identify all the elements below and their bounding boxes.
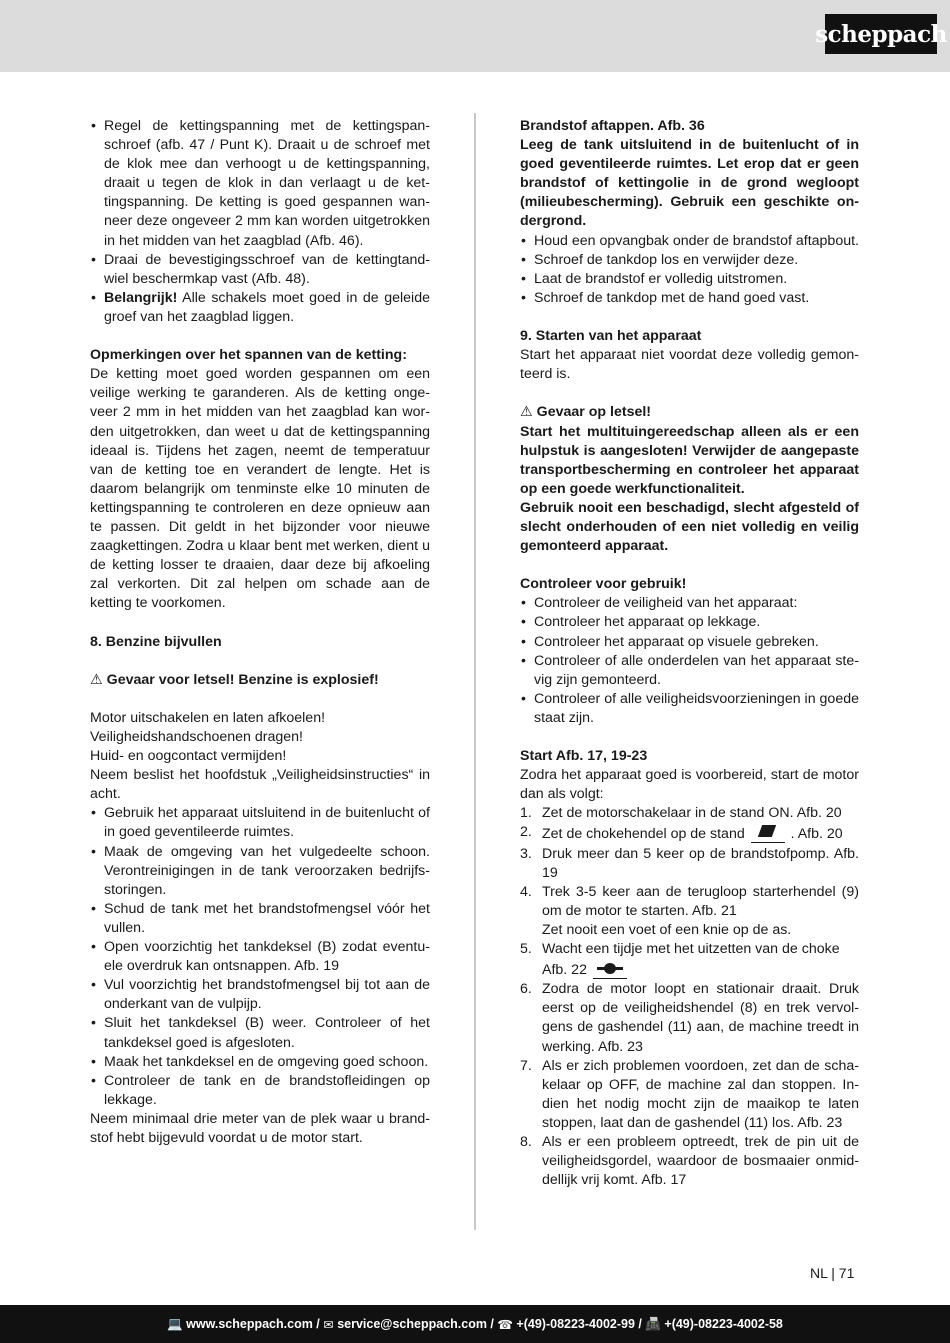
choke-open-icon — [593, 959, 627, 979]
list-item: • Schroef de tankdop los en verwijder deze. — [520, 251, 859, 270]
warning-triangle-icon: ⚠ — [520, 404, 533, 421]
email-link[interactable]: service@scheppach.com / — [333, 1317, 498, 1331]
list-item: 1. Zet de motorschakelaar in de stand ON. Afb. 20 — [520, 805, 842, 822]
section-8-heading: 8. Benzine bijvullen — [90, 633, 222, 650]
list-item: • Controleer de veiligheid van het apparaat: — [520, 594, 859, 613]
list-item: • Schud de tank met het brandstofmengsel vóór het vullen. — [90, 900, 430, 938]
danger-text: Start het multituingereedschap alleen als er een hulpstuk is aangesloten! Verwijder de aangepaste transportbescherming en controleer het apparaat op een goede werkfunctionaliteit. — [520, 423, 859, 497]
important-label: Belangrijk! — [104, 289, 178, 306]
list-item: • Gebruik het apparaat uitsluitend in de buitenlucht of in goed geventileerde ruimtes. — [90, 804, 430, 842]
list-item: • Houd een opvangbak onder de brandstof aftapbout. — [520, 232, 859, 251]
check-heading: Controleer voor gebruik! — [520, 576, 687, 593]
choke-closed-icon — [751, 823, 785, 843]
instruction-line: Neem beslist het hoofdstuk „Veiligheidsinstructies“ in acht. — [90, 767, 430, 803]
list-item: 6. Zodra de motor loopt en stationair draait. Druk eerst op de veiligheidshendel (8) en trek vervolgens de gashendel (11) aan, de machine treedt in werking. Afb. 23 — [520, 981, 859, 1055]
list-item: • Controleer het apparaat op lekkage. — [520, 613, 859, 632]
list-item: • Schroef de tankdop met de hand goed vast. — [520, 289, 859, 308]
drain-bullet-list — [520, 232, 859, 308]
page-number: NL | 71 — [810, 1265, 855, 1281]
right-column — [520, 117, 859, 1190]
list-item: 4. Trek 3-5 keer aan de terugloop starterhendel (9) om de motor te starten. Afb. 21 Zet nooit een voet of een knie op de as. — [520, 883, 859, 938]
brand-logo: scheppach — [825, 14, 937, 54]
list-item: • Open voorzichtig het tankdeksel (B) zodat eventuele overdruk kan ontsnappen. Afb. 19 — [90, 938, 430, 976]
list-item: 8. Als er een probleem optreedt, trek de pin uit de veiligheidsgordel, waardoor de bosmaaier onmiddellijk vrij komt. Afb. 17 — [520, 1133, 859, 1189]
list-item: 5. Wacht een tijdje met het uitzetten van de choke Afb. 22 — [520, 941, 840, 979]
warning-triangle-icon: ⚠ — [90, 671, 103, 688]
important-text: Alle schakels moet goed in de geleide groef van het zaagblad liggen. — [104, 289, 430, 325]
list-item: • Draai de bevestigingsschroef van de kettingtandwiel beschermkap vast (Afb. 48). — [90, 251, 430, 289]
header-bar — [0, 0, 950, 72]
drain-heading: Brandstof aftappen. Afb. 36 — [520, 118, 705, 134]
instruction-line: Veiligheidshandschoenen dragen! — [90, 729, 303, 745]
instruction-line: Motor uitschakelen en laten afkoelen! — [90, 709, 326, 726]
remarks-heading: Opmerkingen over het spannen van de ketting: — [90, 347, 407, 364]
list-item: 2. Zet de chokehendel op de stand . Afb. 20 — [520, 824, 843, 843]
start-intro: Zodra het apparaat goed is voorbereid, start de motor dan als volgt: — [520, 767, 859, 803]
computer-icon: 💻 — [167, 1316, 183, 1331]
list-item: • Controleer of alle onderdelen van het apparaat stevig zijn gemonteerd. — [520, 652, 859, 690]
check-bullet-list — [520, 594, 859, 728]
list-item: • Controleer het apparaat op visuele gebreken. — [520, 633, 859, 652]
closing-text: Neem minimaal drie meter van de plek waar u brandstof hebt bijgevuld voordat u de motor start. — [90, 1110, 430, 1146]
list-item: 7. Als er zich problemen voordoen, zet dan de schakelaar op OFF, de machine zal dan stoppen. Indien het nodig mocht zijn de maaikop te laten stoppen, laat dan de gashendel (11) los. Afb. 23 — [520, 1057, 859, 1131]
mail-icon: ✉ — [323, 1317, 334, 1332]
section-9-text: Start het apparaat niet voordat deze volledig gemonteerd is. — [520, 347, 859, 383]
phone-number: +(49)-08223-4002-99 / — [512, 1317, 646, 1331]
remarks-text: De ketting moet goed worden gespannen om een veilige werking te garanderen. Als de ketting ongeveer 2 mm in het midden van het zaagblad kan worden uitgetrokken, dan weet u dat de kettingspanning ideaal is. Tijdens het zagen, neemt de temperatuur van de ketting toe en verandert de lengte. Het is daarom belangrijk om tenminste elke 10 minuten de kettingspanning te controleren en deze opnieuw aan te passen. Dit geldt in het bijzonder voor nieuwe zaagkettingen. Zodra u klaar bent met werken, dient u de ketting losser te draaien, daar deze bij afkoeling zal verkorten. Dit zal helpen om schade aan de ketting te voorkomen. — [90, 366, 430, 612]
footer-bar — [0, 1305, 950, 1343]
list-item: • Maak de omgeving van het vulgedeelte schoon. Verontreinigingen in de tank veroorzaken bedrijfsstoringen. — [90, 843, 430, 900]
danger-text: Gebruik nooit een beschadigd, slecht afgesteld of slecht onderhouden of een niet volledig en veilig gemonteerd apparaat. — [520, 499, 859, 555]
refuel-bullet-list — [90, 804, 430, 1110]
start-heading: Start Afb. 17, 19-23 — [520, 748, 648, 765]
danger-heading: ⚠ Gevaar op letsel! — [520, 404, 652, 421]
list-item: • Controleer of alle veiligheidsvoorzieningen in goede staat zijn. — [520, 690, 859, 728]
drain-warning-text: Leeg de tank uitsluitend in de buitenlucht of in goed geventileerde ruimtes. Let erop dat er geen brandstof of kettingolie in de grond wegloopt (milieubescherming). Gebruik een geschikte ondergrond. — [520, 137, 859, 230]
column-divider — [474, 113, 476, 1230]
list-item: • Sluit het tankdeksel (B) weer. Controleer of het tankdeksel goed is afgesloten. — [90, 1014, 430, 1052]
list-item: • Laat de brandstof er volledig uitstromen. — [520, 270, 859, 289]
fax-number: +(49)-08223-4002-58 — [660, 1317, 783, 1331]
list-item: • Regel de kettingspanning met de kettingspanschroef (afb. 47 / Punt K). Draait u de schroef met de klok mee dan verhoogt u de kettingspanning, draait u tegen de klok in dan verlaagt u de kettingspanning. De ketting is goed gespannen wanneer deze ongeveer 2 mm kan worden uitgetrokken in het midden van het zaagblad (Afb. 46). — [90, 117, 430, 251]
website-link[interactable]: www.scheppach.com / — [182, 1317, 324, 1331]
instruction-line: Huid- en oogcontact vermijden! — [90, 748, 287, 765]
fax-icon: 📠 — [645, 1316, 661, 1331]
explosion-warning: ⚠ Gevaar voor letsel! Benzine is explosief! — [90, 671, 379, 688]
start-steps-list — [520, 804, 859, 1190]
list-item: • Vul voorzichtig het brandstofmengsel bij tot aan de onderkant van de vulpijp. — [90, 976, 430, 1014]
section-9-heading: 9. Starten van het apparaat — [520, 328, 702, 345]
left-column — [90, 117, 430, 1148]
list-item: • Controleer de tank en de brandstofleidingen op lekkage. — [90, 1072, 430, 1110]
tension-bullet-list — [90, 117, 430, 327]
list-item: • Maak het tankdeksel en de omgeving goed schoon. — [90, 1053, 430, 1072]
list-item — [90, 289, 430, 327]
phone-icon: ☎ — [497, 1317, 513, 1332]
list-item: 3. Druk meer dan 5 keer op de brandstofpomp. Afb. 19 — [520, 845, 859, 881]
